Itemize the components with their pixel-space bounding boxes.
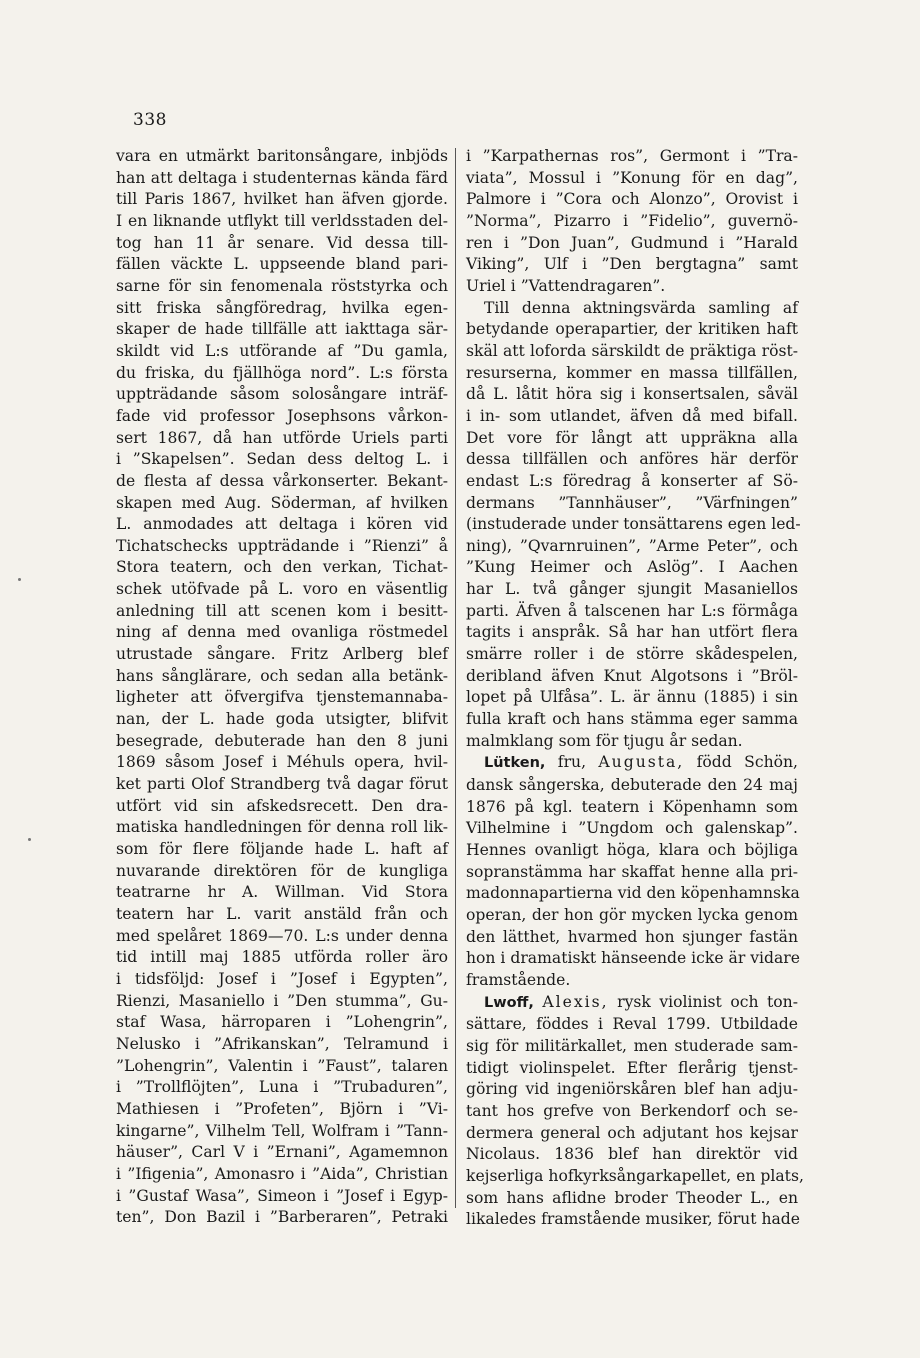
- text-line: utfört vid sin afskedsrecett. Den dra-: [116, 796, 448, 815]
- text-line: de flesta af dessa vårkonserter. Bekant-: [116, 471, 448, 490]
- text-line: Nicolaus. 1836 blef han direktör vid: [466, 1145, 798, 1164]
- text-line: sättare, föddes i Reval 1799. Utbildade: [466, 1015, 798, 1034]
- text-line: Det vore för långt att uppräkna alla: [466, 428, 798, 447]
- text-line: ”Norma”, Pizarro i ”Fidelio”, guvernö-: [466, 211, 798, 230]
- text-line: operan, der hon gör mycken lycka genom: [466, 905, 798, 924]
- text-line: nuvarande direktören för de kungliga: [116, 861, 448, 880]
- paper-speck: [28, 838, 31, 841]
- text-line: fällen väckte L. uppseende bland pari-: [116, 255, 448, 274]
- right-column: [466, 146, 804, 1231]
- text-line: (instuderade under tonsättarens egen led-: [466, 515, 801, 534]
- text-line: Palmore i ”Cora och Alonzo”, Orovist i: [466, 190, 798, 209]
- text-line: Vilhelmine i ”Ungdom och galenskap”.: [466, 819, 798, 838]
- text-line: sert 1867, då han utförde Uriels parti: [116, 428, 448, 447]
- text-line: ren i ”Don Juan”, Gudmund i ”Harald: [466, 233, 798, 252]
- text-line: lopet på Ulfåsa”. L. är ännu (1885) i sin: [466, 688, 798, 707]
- text-line: parti. Äfven å talscenen har L:s förmåga: [466, 601, 798, 620]
- text-line: i ”Skapelsen”. Sedan dess deltog L. i: [116, 450, 448, 469]
- text-line: Rienzi, Masaniello i ”Den stumma”, Gu-: [116, 991, 448, 1010]
- paper-speck: [18, 578, 21, 581]
- text-line: teatern har L. varit anstäld från och: [116, 904, 448, 923]
- text-line: med spelåret 1869—70. L:s under denna: [116, 926, 448, 945]
- headword-lwoff: Lwoff,: [484, 994, 534, 1011]
- text-line: tidigt violinspelet. Efter flerårig tjenst-: [466, 1058, 798, 1077]
- text-line: likaledes framstående musiker, förut hade: [466, 1210, 801, 1229]
- text-line: du friska, du fjällhöga nord”. L:s första: [116, 363, 448, 382]
- text-line: han att deltaga i studenternas kända färd: [116, 168, 448, 187]
- text-line: tog han 11 år senare. Vid dessa till-: [116, 233, 448, 252]
- entry-lutken-body: [466, 775, 798, 992]
- text-line: dessa tillfällen och anföres här derför: [466, 450, 798, 469]
- text-line: ket parti Olof Strandberg två dagar förut: [116, 775, 448, 794]
- text-line: kejserliga hofkyrksångarkapellet, en plats,: [466, 1166, 804, 1185]
- text-line: Hennes ovanligt höga, klara och böjliga: [466, 841, 798, 859]
- text-line: resurserna, kommer en massa tillfällen,: [466, 363, 798, 382]
- text-line: L. anmodades att deltaga i kören vid: [116, 515, 448, 534]
- entry-lwoff-body: [466, 1014, 804, 1231]
- text-line: skapen med Aug. Söderman, af hvilken: [116, 493, 448, 512]
- text-line: då L. låtit höra sig i konsertsalen, såväl: [466, 385, 798, 404]
- text-line: madonnapartierna vid den köpenhamnska: [466, 884, 800, 903]
- text-line: 1869 såsom Josef i Méhuls opera, hvil-: [116, 753, 448, 772]
- paragraph-operapartier: [466, 298, 801, 753]
- text-line: nan, der L. hade goda utsigter, blifvit: [116, 710, 448, 729]
- text-line: fulla kraft och hans stämma eger samma: [466, 710, 798, 729]
- text-line: teatrarne hr A. Willman. Vid Stora: [116, 883, 448, 902]
- continuation-paragraph: [466, 146, 798, 298]
- text-line: fade vid professor Josephsons vårkon-: [116, 406, 448, 425]
- first-name-augusta: Augusta,: [598, 753, 685, 772]
- text-line: schek utöfvade på L. voro en väsentlig: [116, 580, 448, 599]
- first-name-alexis: Alexis,: [542, 992, 609, 1011]
- text-line: Mathiesen i ”Profeten”, Björn i ”Vi-: [116, 1099, 448, 1118]
- text-line: som hans aflidne broder Theoder L., en: [466, 1188, 798, 1207]
- text-line: göring vid ingeniörskåren blef han adju-: [466, 1080, 798, 1099]
- text-line: utrustade sångare. Fritz Arlberg blef: [116, 645, 448, 664]
- text-line: anledning till att scenen kom i besitt-: [116, 601, 448, 620]
- text-line: Till denna aktningsvärda samling af: [484, 298, 798, 317]
- text-line: dansk sångerska, debuterade den 24 maj: [466, 776, 798, 795]
- text-line: ten”, Don Bazil i ”Barberaren”, Petraki: [116, 1208, 448, 1227]
- text-line: Tichatschecks uppträdande i ”Rienzi” å: [116, 536, 448, 555]
- text-line: i ”Karpathernas ros”, Germont i ”Tra-: [466, 147, 798, 165]
- text-line: i tidsföljd: Josef i ”Josef i Egypten”,: [116, 969, 448, 988]
- text-line: tagits i anspråk. Så har han utfört flera: [466, 623, 798, 642]
- text-line: hon i dramatiskt hänseende icke är vidare: [466, 949, 800, 968]
- text-line: Stora teatern, och den verkan, Tichat-: [116, 558, 448, 577]
- text-line: i in- som utlandet, äfven då med bifall.: [466, 406, 798, 425]
- page-number: 338: [133, 110, 167, 130]
- text-line: Uriel i ”Vattendragaren”.: [466, 276, 666, 295]
- text-line: matiska handledningen för denna roll lik-: [116, 818, 448, 837]
- text-line: staf Wasa, härroparen i ”Lohengrin”,: [116, 1013, 448, 1032]
- text-line: tant hos grefve von Berkendorf och se-: [466, 1101, 798, 1120]
- text-line: skaper de hade tillfälle att iakttaga sär-: [116, 320, 448, 339]
- text-line: som för flere följande hade L. haft af: [116, 840, 448, 858]
- text-line: framstående.: [466, 970, 571, 989]
- text-line: malmklang som för tjugu år sedan.: [466, 731, 743, 750]
- headword-lutken: Lütken,: [484, 755, 546, 772]
- entry-lwoff: [466, 992, 804, 1231]
- text-line: smärre roller i de större skådespelen,: [466, 645, 798, 664]
- text-line: i ”Ifigenia”, Amonasro i ”Aida”, Christian: [116, 1164, 448, 1183]
- text-line: uppträdande såsom solosångare inträf-: [116, 385, 448, 404]
- text-line: betydande operapartier, der kritiken haft: [466, 320, 798, 339]
- entry-lutken: [466, 752, 798, 991]
- text-line: i ”Trollflöjten”, Luna i ”Trubaduren”,: [116, 1078, 448, 1097]
- text-line: kingarne”, Vilhelm Tell, Wolfram i ”Tann-: [116, 1121, 448, 1140]
- text-line: ”Lohengrin”, Valentin i ”Faust”, talaren: [116, 1056, 448, 1075]
- text-line: sarne för sin fenomenala röststyrka och: [116, 276, 448, 295]
- text-line: hans sånglärare, och sedan alla betänk-: [116, 666, 448, 685]
- text-line: dermera general och adjutant hos kejsar: [466, 1123, 798, 1142]
- text-line: skildt vid L:s utförande af ”Du gamla,: [116, 341, 448, 360]
- text-line: den lätthet, hvarmed hon sjunger fastän: [466, 927, 798, 946]
- text-line: till Paris 1867, hvilket han äfven gjorde.: [116, 190, 448, 209]
- text-line: besegrade, debuterade han den 8 juni: [116, 731, 448, 750]
- entry-first-line: Lütken, fru, Augusta, född Schön,: [484, 753, 798, 772]
- text-line: ning af denna med ovanliga röstmedel: [116, 623, 448, 642]
- text-line: sitt friska sångföredrag, hvilka egen-: [116, 298, 448, 317]
- column-divider: [455, 148, 456, 1208]
- text-line: i ”Gustaf Wasa”, Simeon i ”Josef i Egyp-: [116, 1186, 448, 1205]
- text-line: dermans ”Tannhäuser”, ”Värfningen”: [466, 493, 798, 512]
- text-line: skäl att loforda särskildt de präktiga röst-: [466, 341, 798, 360]
- text-line: I en liknande utflykt till verldsstaden del-: [116, 211, 448, 230]
- text-line: häuser”, Carl V i ”Ernani”, Agamemnon: [116, 1143, 448, 1162]
- left-column: [116, 146, 448, 1229]
- text-line: ning), ”Qvarnruinen”, ”Arme Peter”, och: [466, 536, 798, 555]
- text-line: Viking”, Ulf i ”Den bergtagna” samt: [466, 255, 798, 274]
- text-line: tid intill maj 1885 utförda roller äro: [116, 948, 448, 967]
- text-line: har L. två gånger sjungit Masaniellos: [466, 580, 798, 599]
- text-line: Nelusko i ”Afrikanskan”, Telramund i: [116, 1034, 448, 1053]
- text-line: deribland äfven Knut Algotsons i ”Bröl-: [466, 666, 798, 685]
- text-line: ”Kung Heimer och Aslög”. I Aachen: [466, 558, 798, 577]
- text-line: endast L:s föredrag å konserter af Sö-: [466, 471, 798, 490]
- entry-first-line: Lwoff, Alexis, rysk violinist och ton-: [484, 992, 798, 1011]
- text-line: 1876 på kgl. teatern i Köpenhamn som: [466, 797, 798, 816]
- text-line: sig för militärkallet, men studerade sam-: [466, 1036, 798, 1055]
- text-line: ligheter att öfvergifva tjenstemannaba-: [116, 688, 448, 707]
- text-line: vara en utmärkt baritonsångare, inbjöds: [116, 147, 448, 165]
- text-line: sopranstämma har skaffat henne alla pri-: [466, 862, 798, 881]
- text-line: viata”, Mossul i ”Konung för en dag”,: [466, 168, 798, 187]
